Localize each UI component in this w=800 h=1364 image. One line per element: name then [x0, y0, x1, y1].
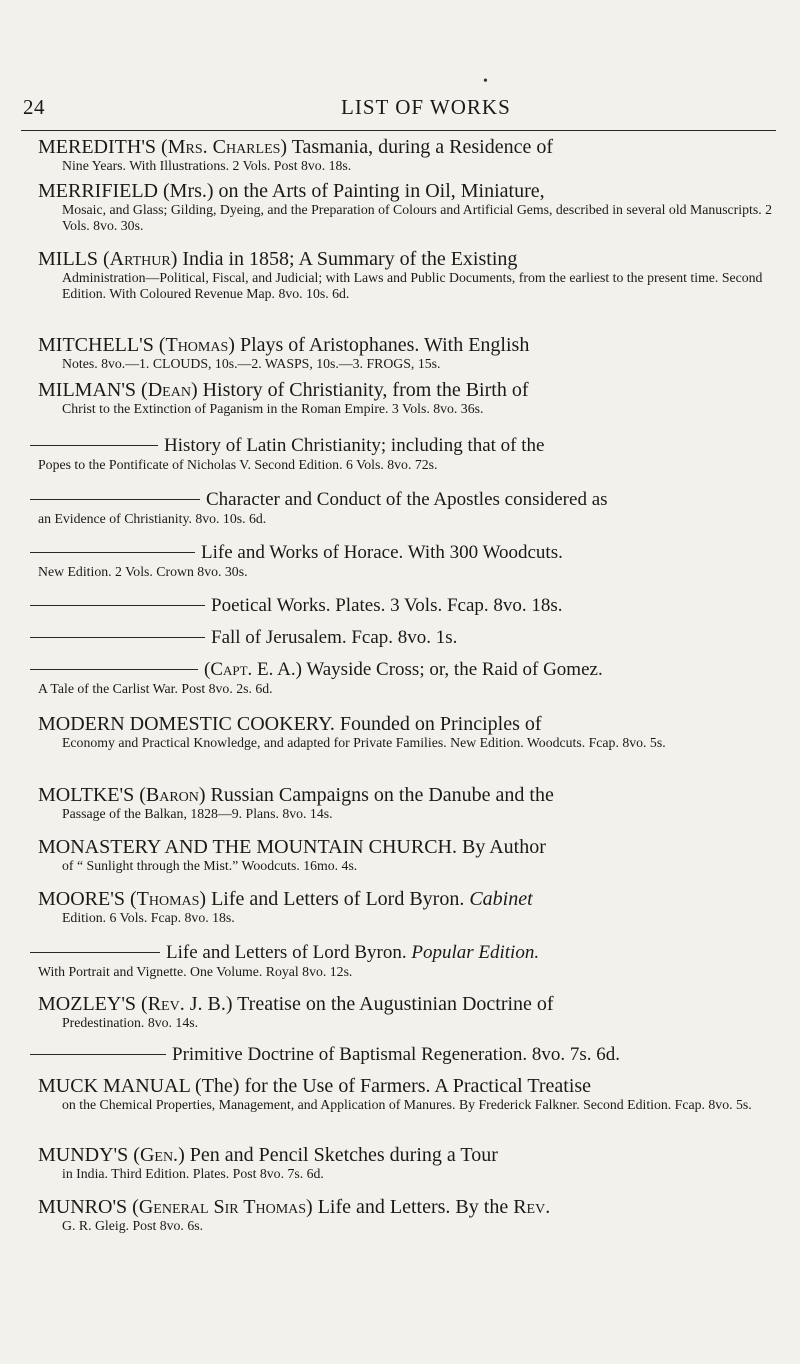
ditto-dash [30, 499, 200, 500]
catalogue-entry-modern-cookery [38, 713, 782, 751]
heading-segment: MONASTERY AND THE MOUNTAIN CHURCH. By Author [38, 836, 546, 858]
entry-details: Mosaic, and Glass; Gilding, Dyeing, and the Preparation of Colours and Artificial Gems, described in several old Manuscripts. 2 Vols. 8vo. 30s. [62, 202, 773, 233]
heading-segment: Arthur [109, 248, 171, 270]
catalogue-entry-mitchell [38, 334, 782, 372]
entry-details: Nine Years. With Illustrations. 2 Vols. Post 8vo. 18s. [62, 158, 352, 173]
heading-segment: ) India in 1858; A Summary of the Existing [170, 248, 518, 270]
heading-segment: MILLS ( [38, 248, 110, 270]
heading-segment: ) Plays of Aristophanes. With English [228, 334, 530, 356]
heading-segment: Life and Works of Horace. With 300 Woodcuts. [201, 542, 563, 563]
ditto-dash [30, 952, 160, 953]
entry-heading [38, 379, 782, 401]
heading-segment: Fall of Jerusalem. Fcap. 8vo. 1s. [211, 627, 458, 648]
catalogue-entry-moltke [38, 784, 782, 822]
heading-segment: Mrs. Charles [167, 136, 281, 158]
heading-segment: MUCK MANUAL (The) for the Use of Farmers. A Practical Treatise [38, 1075, 592, 1097]
heading-segment: History of Latin Christianity; including that of the [164, 435, 545, 456]
heading-segment: ) History of Christianity, from the Birth of [190, 379, 529, 401]
ditto-dash [30, 637, 205, 638]
entry-heading [30, 435, 758, 457]
heading-segment: MILMAN'S ( [38, 379, 148, 401]
entry-details: Administration—Political, Fiscal, and Judicial; with Laws and Public Documents, from the earliest to the present time. Second Edition. With Coloured Revenue Map. 8vo. 10s. 6d. [62, 270, 763, 301]
entry-details: New Edition. 2 Vols. Crown 8vo. 30s. [38, 564, 248, 579]
heading-segment: MITCHELL'S ( [38, 334, 166, 356]
catalogue-entry-meredith [38, 136, 782, 174]
heading-segment: MOLTKE'S ( [38, 784, 146, 806]
entry-heading [30, 595, 563, 617]
entry-details: Economy and Practical Knowledge, and adapted for Private Families. New Edition. Woodcuts. Fcap. 8vo. 5s. [62, 735, 666, 750]
entry-details: Christ to the Extinction of Paganism in the Roman Empire. 3 Vols. 8vo. 36s. [62, 401, 484, 416]
heading-segment: MOZLEY'S ( [38, 993, 148, 1015]
catalogue-entry-mozley-primitive [30, 1044, 620, 1066]
entry-details: of “ Sunlight through the Mist.” Woodcuts. 16mo. 4s. [62, 858, 358, 873]
heading-segment: Gen. [139, 1144, 179, 1166]
entry-heading [38, 334, 782, 356]
catalogue-entry-mundy [38, 1144, 782, 1182]
page-number: 24 [23, 95, 45, 119]
entry-heading [38, 248, 782, 270]
page-header [0, 95, 800, 123]
catalogue-entry-munro [38, 1196, 782, 1234]
heading-segment: Thomas [136, 888, 200, 910]
entry-heading [38, 136, 782, 158]
heading-segment: MUNDY'S ( [38, 1144, 140, 1166]
entry-heading [38, 1075, 782, 1097]
heading-segment: ( [204, 659, 211, 680]
catalogue-entry-merrifield [38, 180, 782, 234]
entry-heading [38, 180, 782, 202]
heading-segment: ) Life and Letters. By the [306, 1196, 514, 1218]
entry-details: Notes. 8vo.—1. CLOUDS, 10s.—2. WASPS, 10s.—3. FROGS, 15s. [62, 356, 441, 371]
entry-details: Predestination. 8vo. 14s. [62, 1015, 199, 1030]
entry-heading [30, 627, 457, 649]
entry-heading [38, 1196, 782, 1218]
catalogue-entry-milman-latin [30, 435, 758, 473]
heading-segment: Poetical Works. Plates. 3 Vols. Fcap. 8vo. 18s. [211, 595, 563, 616]
catalogue-entry-milman-poetical [30, 595, 563, 617]
heading-segment: ) Wayside Cross; or, the Raid of Gomez. [295, 659, 603, 680]
entry-details: G. R. Gleig. Post 8vo. 6s. [62, 1218, 204, 1233]
entry-heading [38, 713, 782, 735]
catalogue-entry-milman [38, 379, 782, 417]
heading-segment: MERRIFIELD (Mrs.) on the Arts of Painting in Oil, Miniature, [38, 180, 545, 202]
catalogue-entry-mozley [38, 993, 782, 1031]
catalogue-entry-milman-wayside [30, 659, 758, 697]
ditto-dash [30, 605, 205, 606]
entry-heading [38, 836, 782, 858]
entry-details: With Portrait and Vignette. One Volume. Royal 8vo. 12s. [38, 964, 353, 979]
entry-details: in India. Third Edition. Plates. Post 8vo. 7s. 6d. [62, 1166, 324, 1181]
entry-heading [30, 489, 758, 511]
heading-segment: Capt. E. A. [210, 659, 296, 680]
heading-segment: Rev. J. B. [147, 993, 226, 1015]
heading-segment: ) Tasmania, during a Residence of [280, 136, 554, 158]
entry-heading [38, 1144, 782, 1166]
heading-segment: ) Russian Campaigns on the Danube and the [198, 784, 554, 806]
entry-heading [30, 659, 758, 681]
heading-segment: Popular Edition. [411, 942, 540, 963]
catalogue-entry-milman-jerusalem [30, 627, 457, 649]
heading-segment: Cabinet [469, 888, 533, 910]
heading-segment: ) Life and Letters of Lord Byron. [199, 888, 470, 910]
entry-details: A Tale of the Carlist War. Post 8vo. 2s. 6d. [38, 681, 273, 696]
entry-details: an Evidence of Christianity. 8vo. 10s. 6d. [38, 511, 267, 526]
heading-segment: Life and Letters of Lord Byron. [166, 942, 412, 963]
ditto-dash [30, 445, 158, 446]
entry-details: on the Chemical Properties, Management, and Application of Manures. By Frederick Falkner. Second Edition. Fcap. 8vo. 5s. [62, 1097, 752, 1112]
catalogue-entry-moore-popular [30, 942, 758, 980]
heading-segment: Character and Conduct of the Apostles considered as [206, 489, 608, 510]
entry-heading [30, 942, 758, 964]
heading-segment: MUNRO'S ( [38, 1196, 139, 1218]
entry-heading [38, 784, 782, 806]
ditto-dash [30, 552, 195, 553]
entry-heading [38, 993, 782, 1015]
header-rule [21, 130, 776, 131]
heading-segment: MODERN DOMESTIC COOKERY. Founded on Principles of [38, 713, 542, 735]
heading-segment: Baron [145, 784, 199, 806]
entry-heading [30, 1044, 620, 1066]
entry-heading [38, 888, 782, 910]
catalogue-entry-milman-horace [30, 542, 758, 580]
entry-details: Passage of the Balkan, 1828—9. Plans. 8vo. 14s. [62, 806, 333, 821]
heading-segment: Dean [147, 379, 191, 401]
catalogue-entry-mills [38, 248, 782, 302]
entry-details: Popes to the Pontificate of Nicholas V. Second Edition. 6 Vols. 8vo. 72s. [38, 457, 438, 472]
heading-segment: General Sir Thomas [138, 1196, 307, 1218]
heading-segment: MEREDITH'S ( [38, 136, 168, 158]
page-mark: • [483, 74, 488, 89]
heading-segment: Thomas [165, 334, 229, 356]
catalogue-entry-muck-manual [38, 1075, 782, 1113]
ditto-dash [30, 669, 198, 670]
heading-segment: MOORE'S ( [38, 888, 137, 910]
running-title: LIST OF WORKS [341, 95, 511, 119]
heading-segment: Rev. [513, 1196, 551, 1218]
entry-heading [30, 542, 758, 564]
catalogue-entry-milman-apostles [30, 489, 758, 527]
entry-details: Edition. 6 Vols. Fcap. 8vo. 18s. [62, 910, 235, 925]
heading-segment: ) Treatise on the Augustinian Doctrine of [225, 993, 554, 1015]
heading-segment: ) Pen and Pencil Sketches during a Tour [178, 1144, 498, 1166]
catalogue-entry-monastery [38, 836, 782, 874]
heading-segment: Primitive Doctrine of Baptismal Regeneration. 8vo. 7s. 6d. [172, 1044, 621, 1065]
catalogue-entry-moore [38, 888, 782, 926]
ditto-dash [30, 1054, 166, 1055]
